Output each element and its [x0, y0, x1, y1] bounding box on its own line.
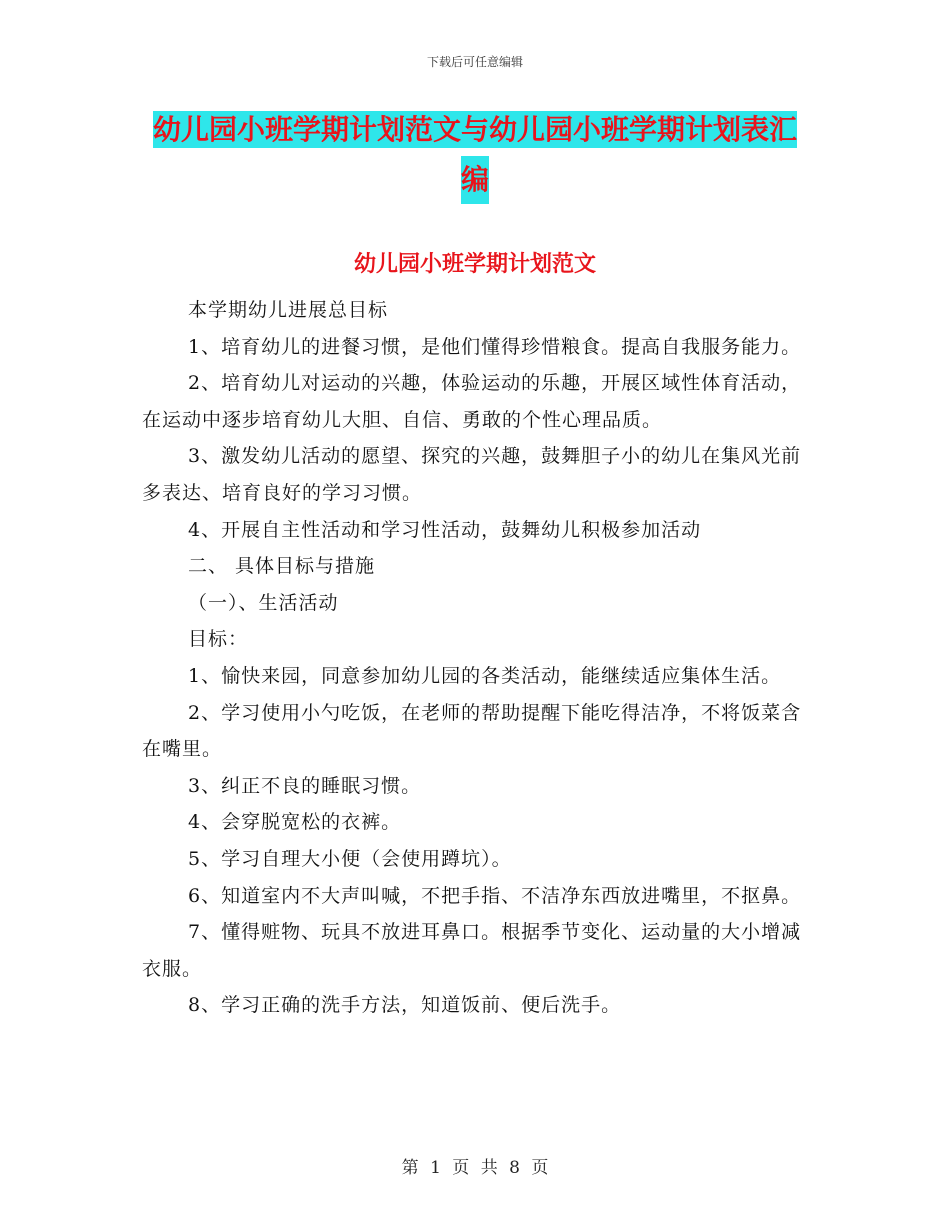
paragraph: 3、纠正不良的睡眠习惯。 [188, 774, 422, 797]
document-title-line1: 幼儿园小班学期计划范文与幼儿园小班学期计划表汇 [152, 113, 797, 146]
paragraph: 目标： [188, 628, 249, 651]
section-title: 幼儿园小班学期计划范文 [353, 252, 596, 277]
document-body [142, 292, 812, 1024]
paragraph: 本学期幼儿进展总目标 [188, 299, 389, 321]
paragraph: 2、学习使用小勺吃饭，在老师的帮助提醒下能吃得洁净，不将饭菜含在嘴里。 [142, 701, 802, 761]
paragraph: （一）、生活活动 [188, 591, 339, 614]
paragraph: 6、知道室内不大声叫喊，不把手指、不洁净东西放进嘴里，不抠鼻。 [188, 884, 802, 907]
document-title-line2: 编 [461, 156, 489, 204]
paragraph: 2、培育幼儿对运动的兴趣，体验运动的乐趣，开展区域性体育活动，在运动中逐步培育幼儿大胆、自信、勇敢的个性心理品质。 [142, 372, 802, 431]
paragraph: 7、懂得赃物、玩具不放进耳鼻口。根据季节变化、运动量的大小增减衣服。 [142, 921, 802, 980]
paragraph: 5、学习自理大小便（会使用蹲坑）。 [188, 847, 512, 870]
paragraph: 8、学习正确的洗手方法，知道饭前、便后洗手。 [188, 994, 622, 1017]
page-number-footer: 第 1 页 共 8 页 [401, 1158, 549, 1178]
paragraph: 4、开展自主性活动和学习性活动，鼓舞幼儿积极参加活动 [188, 518, 702, 541]
paragraph: 1、培育幼儿的进餐习惯，是他们懂得珍惜粮食。提高自我服务能力。 [188, 335, 802, 358]
paragraph: 3、激发幼儿活动的愿望、探究的兴趣，鼓舞胆子小的幼儿在集风光前多表达、培育良好的学习习惯。 [142, 445, 802, 504]
paragraph: 二、 具体目标与措施 [188, 555, 376, 578]
document-title [0, 108, 950, 204]
paragraph: 1、愉快来园，同意参加幼儿园的各类活动，能继续适应集体生活。 [188, 664, 782, 687]
paragraph: 4、会穿脱宽松的衣裤。 [188, 811, 402, 834]
header-note: 下载后可任意编辑 [426, 55, 523, 69]
